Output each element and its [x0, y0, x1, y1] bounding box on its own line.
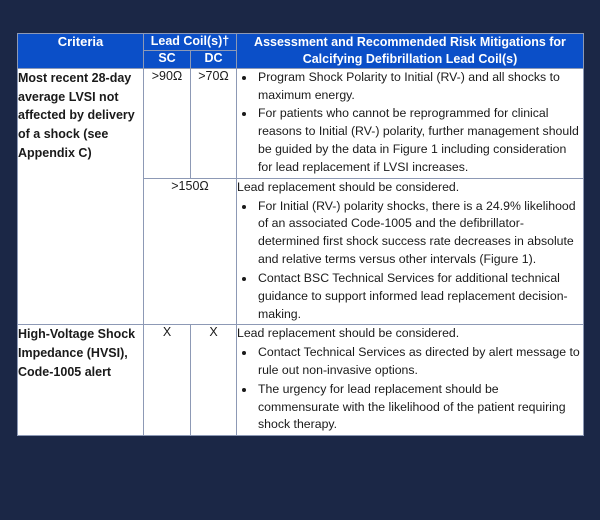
coil-value-dc: X [191, 325, 237, 436]
table-header [18, 34, 584, 69]
list-item: • Contact BSC Technical Services for additional technical guidance to support informed lead replacement decision-making. [256, 270, 583, 323]
assessment-lead-in: Lead replacement should be considered. [237, 179, 460, 194]
assessment-cell [237, 68, 584, 178]
assessment-bullet-list [237, 198, 583, 324]
coil-value-dc: >70Ω [191, 68, 237, 178]
assessment-lead-in: Lead replacement should be considered. [237, 326, 460, 341]
table-row [18, 68, 584, 178]
coil-value-merged: >150Ω [144, 178, 237, 325]
coil-value-sc: X [144, 325, 191, 436]
criteria-cell: Most recent 28-day average LVSI not affected by delivery of a shock (see Appendix C) [18, 68, 144, 325]
coil-value-sc: >90Ω [144, 68, 191, 178]
header-lead-coils: Lead Coil(s)† [144, 34, 237, 51]
table-body [18, 68, 584, 436]
table-row [18, 325, 584, 436]
header-assessment: Assessment and Recommended Risk Mitigations for Calcifying Defibrillation Lead Coil(s) [237, 34, 584, 69]
header-row-1 [18, 34, 584, 51]
list-item: • For patients who cannot be reprogrammed for clinical reasons to Initial (RV-) polarity, further management should be guided by the data in Figure 1 including consideration for lead replacement if LVSI increases. [256, 105, 583, 176]
list-item: • Program Shock Polarity to Initial (RV-) and all shocks to maximum energy. [256, 69, 583, 105]
assessment-bullet-list [237, 69, 583, 177]
criteria-cell: High-Voltage Shock Impedance (HVSI), Code-1005 alert [18, 325, 144, 436]
assessment-cell [237, 325, 584, 436]
assessment-bullet-list [237, 344, 583, 434]
header-criteria: Criteria [18, 34, 144, 69]
assessment-cell [237, 178, 584, 325]
risk-mitigation-table-container [17, 33, 583, 436]
list-item: • Contact Technical Services as directed by alert message to rule out non-invasive options. [256, 344, 583, 380]
header-sc: SC [144, 51, 191, 68]
risk-mitigation-table [17, 33, 584, 436]
header-dc: DC [191, 51, 237, 68]
list-item: • For Initial (RV-) polarity shocks, there is a 24.9% likelihood of an associated Code-1005 and the defibrillator-determined first shock success rate decreases in absolute and relative terms versus other intervals (Figure 1). [256, 198, 583, 269]
list-item: • The urgency for lead replacement should be commensurate with the likelihood of the patient requiring shock therapy. [256, 381, 583, 434]
